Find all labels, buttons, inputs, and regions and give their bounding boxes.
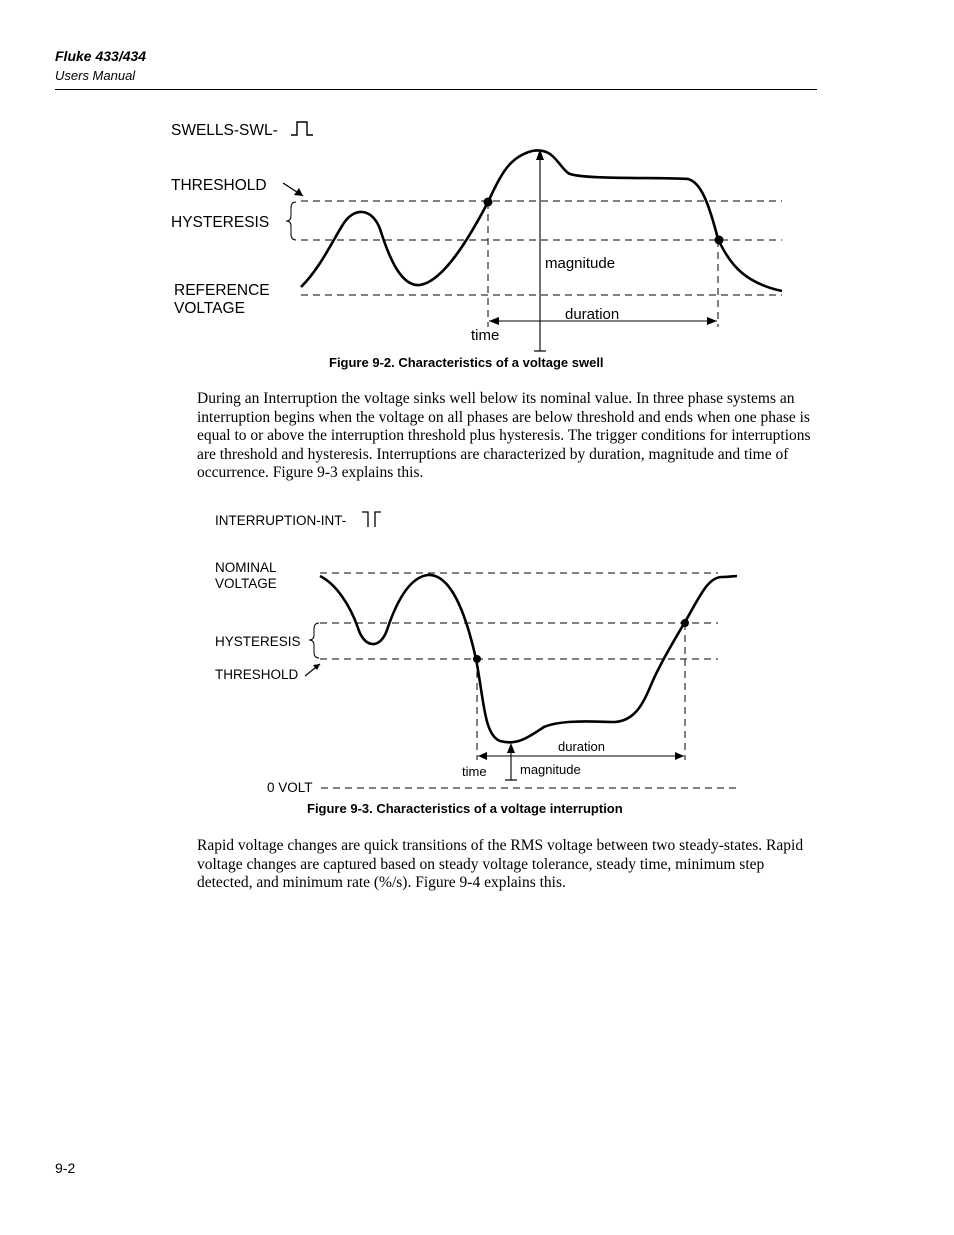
interruption-magnitude-label: magnitude bbox=[520, 762, 581, 777]
swell-time-label: time bbox=[471, 327, 500, 344]
interruption-mode-label: INTERRUPTION-INT- bbox=[215, 513, 347, 528]
swell-mode-label: SWELLS-SWL- bbox=[171, 122, 278, 139]
paragraph-interruption: During an Interruption the voltage sinks well below its nominal value. In three phase systems an interruption begins when the voltage on all phases are below threshold and ends when one phase is equal to or above the interruption threshold plus hysteresis. The trigger conditions for interruptions are threshold and hysteresis. Interruptions are characterized by duration, magnitude and time of occurrence. Figure 9-3 explains this. bbox=[197, 390, 811, 482]
header-subtitle: Users Manual bbox=[55, 68, 136, 83]
swell-magnitude-label: magnitude bbox=[545, 255, 616, 272]
header-title: Fluke 433/434 bbox=[55, 48, 147, 64]
interruption-magnitude-arrowhead bbox=[507, 743, 515, 753]
paragraph-rapid-voltage-changes: Rapid voltage changes are quick transitions of the RMS voltage between two steady-states. Rapid voltage changes are captured based on steady voltage tolerance, steady time, minimum step detected, and minimum rate (%/s). Figure 9-4 explains this. bbox=[197, 837, 804, 892]
swell-hysteresis-label: HYSTERESIS bbox=[171, 214, 270, 231]
interruption-duration-arrow-right bbox=[675, 752, 684, 760]
interruption-threshold-label: THRESHOLD bbox=[215, 667, 299, 682]
interruption-mode-icon bbox=[362, 512, 381, 527]
swell-reference-label-1: REFERENCE bbox=[174, 282, 270, 299]
interruption-nominal-label-2: VOLTAGE bbox=[215, 576, 277, 591]
interruption-nominal-label-1: NOMINAL bbox=[215, 560, 277, 575]
interruption-time-label: time bbox=[462, 764, 487, 779]
figure-interruption-caption: Figure 9-3. Characteristics of a voltage interruption bbox=[307, 801, 623, 816]
interruption-zero-volt-label: 0 VOLT bbox=[267, 780, 313, 795]
interruption-hysteresis-brace bbox=[309, 623, 319, 658]
swell-threshold-label: THRESHOLD bbox=[171, 177, 267, 194]
interruption-duration-arrow-left bbox=[478, 752, 487, 760]
swell-duration-label: duration bbox=[565, 306, 620, 323]
figure-swell-caption: Figure 9-2. Characteristics of a voltage swell bbox=[329, 355, 604, 370]
interruption-hysteresis-label: HYSTERESIS bbox=[215, 634, 301, 649]
page-number: 9-2 bbox=[55, 1160, 76, 1176]
swell-reference-label-2: VOLTAGE bbox=[174, 300, 245, 317]
interruption-duration-label: duration bbox=[558, 739, 605, 754]
